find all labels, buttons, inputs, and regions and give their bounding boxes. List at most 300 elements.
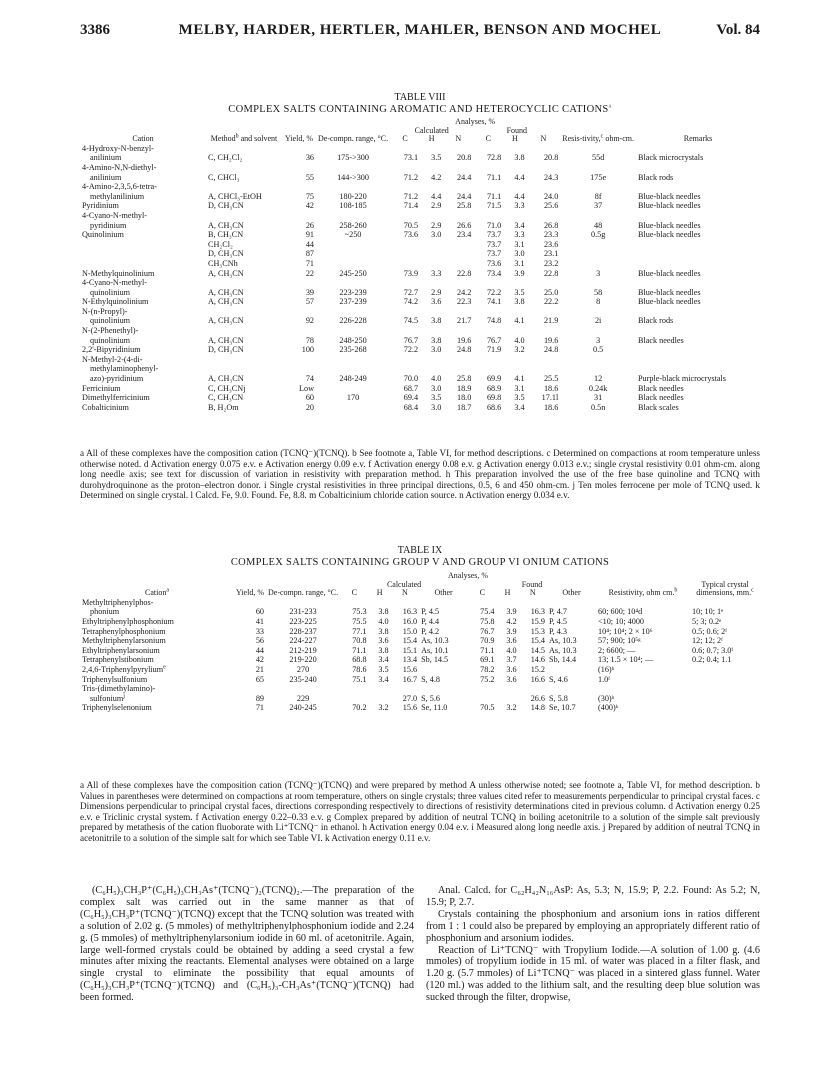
- t9-cell-res: [596, 598, 690, 608]
- t8-cell-ch: 3.5: [431, 393, 442, 403]
- t8-cell-remarks: Blue-black needles: [638, 201, 701, 211]
- t8-cell-cc: 76.7: [403, 335, 419, 345]
- t8-cell-cn: [443, 163, 473, 173]
- t8-cell-cation: methylaminophenyl-: [90, 364, 159, 374]
- t9-cell-decomp: 240-245: [289, 703, 317, 713]
- t8-cell-fh: [503, 211, 526, 221]
- t9-cell-cation: sulfonium$^j$: [90, 692, 125, 703]
- t8-col-calc-h: H: [428, 134, 435, 144]
- t8-cell-decomp: 175->300: [337, 153, 369, 163]
- t8-cell-fh: 3.8: [514, 297, 525, 307]
- t9-cell-cation: Tetraphenylstibonium: [82, 655, 154, 665]
- t8-cell-cc: 74.2: [403, 297, 419, 307]
- t8-cell-fh: [503, 307, 526, 317]
- t8-cell-fn: 26.8: [543, 220, 559, 230]
- t9-cell-dims: [690, 694, 760, 704]
- table-row: [80, 384, 760, 394]
- t8-cell-res: [560, 278, 636, 288]
- t8-cell-ch: 3.3: [431, 268, 442, 278]
- t8-cell-res: 0.24k: [588, 383, 608, 393]
- table-row: [80, 393, 760, 403]
- table9: [80, 572, 760, 713]
- t8-cell-cc: [390, 259, 420, 269]
- t8-cell-cn: 25.8: [456, 374, 472, 384]
- table-row: [80, 403, 760, 413]
- t9-col-found: Found: [521, 579, 543, 589]
- t8-cell-fh: 3.3: [514, 230, 525, 240]
- table8-title: COMPLEX SALTS CONTAINING AROMATIC AND HETEROCYCLIC CATIONS$^a$: [228, 103, 612, 115]
- t9-cell-fh: 3.2: [506, 703, 517, 713]
- t8-cell-ch: 3.0: [431, 230, 442, 240]
- t8-cell-cn: 18.7: [456, 402, 472, 412]
- table-row: [80, 627, 760, 637]
- t9-cell-fn: 15.4: [530, 636, 546, 646]
- t8-cell-method: [206, 163, 282, 173]
- t8-cell-yield: [282, 278, 316, 288]
- t8-cell-cation: N-Methyl-2-(4-di-: [82, 354, 143, 364]
- t8-cell-fh: 3.1: [514, 383, 525, 393]
- t9-cell-decomp: [266, 598, 340, 608]
- t8-cell-cation: Quinolinium: [82, 230, 124, 240]
- t8-cell-cc: [390, 240, 420, 250]
- t8-cell-ch: 3.5: [431, 153, 442, 163]
- t9-cell-decomp: 270: [296, 664, 310, 674]
- t8-cell-res: 12: [594, 374, 603, 384]
- t9-cell-co: Sb, 14.5: [421, 655, 449, 665]
- t8-cell-fh: 3.5: [514, 393, 525, 403]
- t9-cell-dims: 10; 10; 1ᵉ: [692, 607, 724, 617]
- t9-cell-ch: 3.5: [378, 664, 389, 674]
- t8-cell-method: [206, 211, 282, 221]
- t8-cell-fn: 22.8: [543, 268, 559, 278]
- t8-cell-cc: 70.5: [403, 220, 419, 230]
- t8-cell-yield: 71: [305, 258, 314, 268]
- t8-cell-fh: 3.2: [514, 345, 525, 355]
- t8-cell-cc: 71.2: [403, 191, 419, 201]
- t8-cell-yield: 44: [305, 239, 314, 249]
- t8-cell-method: [206, 355, 282, 365]
- t8-cell-ch: 2.9: [431, 287, 442, 297]
- t8-cell-fn: 23.3: [543, 230, 559, 240]
- t8-cell-cn: 26.6: [456, 220, 472, 230]
- t8-cell-cn: [443, 364, 473, 374]
- page-number: 3386: [80, 22, 110, 38]
- t8-cell-fc: [473, 355, 503, 365]
- table8-caption: [80, 92, 760, 116]
- t9-cell-yield: 65: [255, 674, 264, 684]
- t9-cell-fo: [547, 598, 596, 608]
- t9-cell-fo: P, 4.3: [549, 626, 567, 636]
- t9-cell-co: Se, 11.0: [421, 703, 448, 713]
- t8-cell-yield: [282, 307, 316, 317]
- t8-cell-cc: [390, 326, 420, 336]
- t8-cell-cn: [443, 240, 473, 250]
- t9-cell-fn: 14.5: [530, 645, 546, 655]
- t9-cell-yield: 21: [255, 664, 264, 674]
- t8-cell-fn: [527, 307, 561, 317]
- t8-cell-fh: [503, 163, 526, 173]
- t8-cell-fc: [473, 307, 503, 317]
- t9-cell-co: [419, 598, 468, 608]
- t8-cell-cn: 23.4: [456, 230, 472, 240]
- t8-cell-fn: [527, 355, 561, 365]
- t9-cell-fh: [496, 598, 518, 608]
- t8-col-found: Found: [506, 125, 528, 135]
- t8-cell-cation: N-Ethylquinolinium: [82, 297, 149, 307]
- t8-cell-cn: 19.6: [456, 335, 472, 345]
- t8-cell-fc: 72.8: [486, 153, 502, 163]
- t9-cell-co: [419, 665, 468, 675]
- t8-cell-ch: 4.4: [431, 191, 442, 201]
- t8-cell-decomp: [316, 355, 390, 365]
- t9-cell-fc: [468, 598, 496, 608]
- t9-cell-dims: [690, 703, 760, 713]
- t8-cell-cc: 72.7: [403, 287, 419, 297]
- t8-cell-cn: [443, 259, 473, 269]
- t9-col-calculated: Calculated: [386, 579, 422, 589]
- t8-cell-yield: [282, 163, 316, 173]
- t9-cell-ch: [369, 598, 391, 608]
- t8-cell-cn: [443, 211, 473, 221]
- t8-cell-cn: 24.8: [456, 345, 472, 355]
- t8-cell-cation: Dimethylferricinium: [82, 393, 150, 403]
- t8-cell-remarks: Blue-black needles: [638, 268, 701, 278]
- t8-cell-remarks: Blue-black needles: [638, 191, 701, 201]
- table8: [80, 118, 760, 412]
- t9-cell-res: 13; 1.5 × 10⁴; —: [598, 655, 654, 665]
- t8-cell-cc: 73.6: [403, 230, 419, 240]
- t8-cell-decomp: 170: [346, 393, 360, 403]
- t8-cell-decomp: 223-239: [339, 287, 367, 297]
- t8-cell-decomp: 248-250: [339, 335, 367, 345]
- t8-cell-remarks: Blue-black needles: [638, 297, 701, 307]
- t8-cell-cn: [443, 278, 473, 288]
- body-paragraph: Crystals containing the phosphonium and arsonium ions in ratios different from 1 : 1 could also be prepared by employing an appropriately different ratio of phosphonium and arsonium iodides.: [426, 908, 760, 944]
- t8-cell-fc: [473, 144, 503, 154]
- t8-cell-cc: 70.0: [403, 374, 419, 384]
- t8-cell-method: A, CH₃CN: [208, 374, 244, 384]
- t8-cell-cn: [443, 144, 473, 154]
- t8-cell-cation: 4-Amino-2,3,5,6-tetra-: [82, 182, 157, 192]
- t9-cell-cn: 27.0: [402, 693, 418, 703]
- t9-cell-ch: 3.4: [378, 655, 389, 665]
- t8-cell-fn: [527, 278, 561, 288]
- t9-cell-decomp: 223-225: [289, 616, 317, 626]
- t8-cell-res: [560, 163, 636, 173]
- t9-cell-cation: 2,4,6-Triphenylpyrylium$^e$: [82, 664, 166, 674]
- t8-cell-cn: 25.8: [456, 201, 472, 211]
- t9-cell-res: (400)ᵏ: [598, 703, 619, 713]
- t9-cell-fc: 69.1: [480, 655, 495, 665]
- t8-cell-decomp: ~250: [344, 230, 362, 240]
- t8-cell-res: [560, 240, 636, 250]
- t8-cell-remarks: [636, 355, 760, 365]
- t9-cell-fn: 16.6: [530, 674, 546, 684]
- t8-cell-fn: 24.3: [543, 172, 559, 182]
- t9-cell-ch: 3.8: [378, 607, 389, 617]
- t9-cell-res: (16)ʰ: [598, 664, 615, 674]
- t9-cell-res: 60; 600; 10⁴d: [598, 607, 643, 617]
- table-row: [80, 655, 760, 665]
- t8-cell-cation: Ferricinium: [82, 383, 121, 393]
- t8-cell-cn: 22.3: [456, 297, 472, 307]
- t8-cell-remarks: [636, 211, 760, 221]
- t8-cell-fc: 73.4: [486, 268, 502, 278]
- t8-cell-fh: 4.4: [514, 191, 525, 201]
- t8-cell-fn: [527, 144, 561, 154]
- table-row: [80, 703, 760, 713]
- t8-cell-decomp: [316, 163, 390, 173]
- t9-cell-fc: 70.5: [480, 703, 495, 713]
- t8-cell-cn: 22.8: [456, 268, 472, 278]
- t8-cell-ch: [420, 307, 443, 317]
- t8-cell-res: [560, 249, 636, 259]
- t9-cell-cation: Methyltriphenylphos-: [82, 597, 154, 607]
- t8-cell-decomp: [316, 182, 390, 192]
- t8-cell-fh: 3.5: [514, 287, 525, 297]
- t8-cell-remarks: Blue-black needles: [638, 230, 701, 240]
- t8-cell-method: A, CH₃CN: [208, 335, 244, 345]
- t9-cell-dims: 5; 3; 0.2ᵉ: [692, 616, 722, 626]
- t8-cell-yield: [282, 144, 316, 154]
- t8-cell-method: C, CH₃CNj: [208, 383, 246, 393]
- t8-cell-ch: 4.2: [431, 172, 442, 182]
- t8-cell-fh: [503, 355, 526, 365]
- t9-col-calc-other: Other: [434, 588, 453, 598]
- t9-cell-cc: 70.2: [352, 703, 367, 713]
- t9-cell-fc: 76.7: [480, 626, 495, 636]
- t8-cell-cc: 69.4: [403, 393, 419, 403]
- t8-cell-fn: [527, 364, 561, 374]
- t8-cell-cn: [443, 355, 473, 365]
- t8-cell-ch: [420, 364, 443, 374]
- t9-cell-decomp: 235-240: [289, 674, 317, 684]
- t8-cell-cn: 24.4: [456, 191, 472, 201]
- t9-cell-res: [596, 684, 690, 694]
- t9-cell-cn: 16.0: [402, 616, 418, 626]
- t8-cell-fn: 25.6: [543, 201, 559, 211]
- t8-cell-cation: methylanilinium: [90, 191, 145, 201]
- t8-cell-res: 48: [594, 220, 603, 230]
- t9-cell-fo: Sb, 14.4: [549, 655, 577, 665]
- t8-cell-decomp: [316, 326, 390, 336]
- t8-cell-method: [206, 307, 282, 317]
- t8-cell-fc: 74.1: [486, 297, 502, 307]
- t8-cell-remarks: Black rods: [638, 172, 674, 182]
- t8-cell-yield: 36: [305, 153, 314, 163]
- t9-col-analyses: Analyses, %: [448, 571, 489, 580]
- t9-cell-ch: [369, 694, 391, 704]
- t8-cell-cc: 72.2: [403, 345, 419, 355]
- volume-label: Vol. 84: [716, 22, 760, 38]
- t9-col-calc-h: H: [376, 588, 383, 598]
- t8-cell-remarks: [636, 345, 760, 355]
- t9-cell-fc: 78.2: [480, 664, 495, 674]
- t8-cell-method: A, CH₃CN: [208, 316, 244, 326]
- t8-cell-fn: 19.6: [543, 335, 559, 345]
- footnote-mark: e: [163, 664, 166, 671]
- table-row: [80, 201, 760, 211]
- t8-cell-ch: 3.8: [431, 316, 442, 326]
- t9-cell-fn: [519, 684, 547, 694]
- t8-cell-fc: 71.1: [486, 191, 502, 201]
- t8-cell-ch: [420, 163, 443, 173]
- t9-cell-yield: 44: [255, 645, 264, 655]
- table-row: [80, 598, 760, 608]
- t9-cell-decomp: 212-219: [289, 645, 317, 655]
- t9-cell-fh: 3.7: [506, 655, 517, 665]
- t8-cell-fc: [473, 278, 503, 288]
- t8-cell-fc: 73.7: [486, 239, 502, 249]
- footnote-mark: j: [123, 692, 125, 699]
- t8-cell-decomp: 144->300: [337, 172, 369, 182]
- table9-body: [80, 598, 760, 713]
- t8-cell-cn: [443, 326, 473, 336]
- t8-cell-cation: [80, 249, 206, 259]
- t9-cell-fc: 70.9: [480, 636, 495, 646]
- t9-cell-res: (30)ʰ: [598, 693, 615, 703]
- t9-cell-fh: 3.6: [506, 636, 517, 646]
- t8-col-found-h: H: [512, 134, 518, 144]
- table-row: [80, 192, 760, 202]
- body-paragraph: (C₆H₅)₃CH₃P⁺(C₆H₅)₃CH₃As⁺(TCNQ⁻)₂(TCNQ)₂.—The preparation of the complex salt was carried out in the same manner as that of (C₆H₅)₃CH₃P⁺(TCNQ⁻)(TCNQ) except that the TCNQ solution was treated with a solution of 2.02 g. (5 mmoles) of methyltriphenylphosphonium iodide and 2.24 g. (5 mmoles) of methyltriphenylarsonium iodide in 60 ml. of acetonitrile. Again, large well-formed crystals could be obtained by adding a seed crystal a few minutes after mixing the reactants. Elemental analyses were obtained on a large single crystal to eliminate the possibility that equal amounts of (C₆H₅)₃CH₃P⁺(TCNQ⁻)(TCNQ) and (C₆H₅)₃-CH₃As⁺(TCNQ⁻)(TCNQ) had been formed.: [80, 885, 414, 1004]
- t9-cell-fc: [468, 684, 496, 694]
- table9-caption: [80, 545, 760, 569]
- t8-cell-cation: Pyridinium: [82, 201, 119, 211]
- t8-cell-res: 8: [596, 297, 601, 307]
- t8-cell-cation: 2,2'-Bipyridinium: [82, 345, 141, 355]
- t8-col-analyses: Analyses, %: [455, 117, 496, 126]
- t8-cell-fh: [503, 144, 526, 154]
- t9-cell-yield: 33: [255, 626, 264, 636]
- table-row: [80, 364, 760, 374]
- t8-cell-fc: [473, 182, 503, 192]
- t9-cell-ch: 3.2: [378, 703, 389, 713]
- t8-cell-fh: 3.4: [514, 220, 525, 230]
- t8-cell-fh: [503, 364, 526, 374]
- table-row: [80, 374, 760, 384]
- t9-cell-fc: 75.4: [480, 607, 495, 617]
- t8-cell-cc: [390, 144, 420, 154]
- table8-body: [80, 144, 760, 413]
- table-row: [80, 278, 760, 288]
- t9-cell-ch: 3.6: [378, 636, 389, 646]
- t8-col-calc-n: N: [455, 134, 462, 144]
- t9-col-decomp: De-compn. range, °C.: [268, 588, 339, 598]
- t9-cell-decomp: [266, 684, 340, 694]
- t8-cell-method: D, CH₃CN: [208, 249, 244, 259]
- table8-footnotes: a All of these complexes have the composition cation (TCNQ⁻)(TCNQ). b See footnote a, Table VI, for method descriptions. c Determined on compactions at room temperature unless otherwise noted. d Activation energy 0.075 e.v. e Activation energy 0.09 e.v. f Activation energy 0.08 e.v. g Activation energy 0.013 e.v.; single crystal resistivity 0.01 ohm-cm. along long needle axis; see text for discussion of variation in resistivity with preparation method. h This preparation involved the use of the free base quinoline and TCNQ with durohydroquinone as the proton–electron donor. i Single crystal resistivities in three principal directions, 0.5, 6 and 450 ohm-cm. j Ten moles ferrocene per mole of TCNQ used. k Determined on single crystal. l Calcd. Fe, 9.0. Found. Fe, 8.8. m Cobalticinium chloride cation source. n Activation energy 0.034 e.v.: [80, 448, 760, 501]
- t8-cell-res: 0.5: [593, 345, 604, 355]
- t8-cell-cn: [443, 182, 473, 192]
- t8-cell-ch: [420, 144, 443, 154]
- t9-col-dims: Typical crystal dimensions, mm.$^c$: [696, 579, 754, 598]
- t8-cell-res: 175e: [590, 172, 607, 182]
- t8-col-remarks: Remarks: [683, 134, 713, 144]
- t8-cell-fc: 71.9: [486, 345, 502, 355]
- t8-cell-res: 8f: [594, 191, 602, 201]
- t8-cell-yield: [282, 326, 316, 336]
- t8-cell-fn: 20.8: [543, 153, 559, 163]
- t8-cell-fn: 21.9: [543, 316, 559, 326]
- t8-cell-fc: 72.2: [486, 287, 502, 297]
- t9-cell-cn: 15.1: [402, 645, 418, 655]
- t8-cell-remarks: [636, 249, 760, 259]
- t8-cell-res: 0.5g: [590, 230, 606, 240]
- t9-cell-fh: 3.6: [506, 674, 517, 684]
- t8-cell-yield: 91: [305, 230, 314, 240]
- table-row: [80, 173, 760, 183]
- t8-cell-method: [206, 182, 282, 192]
- t8-cell-fc: 68.6: [486, 402, 502, 412]
- t8-cell-fn: 23.2: [543, 258, 559, 268]
- t8-cell-cation: quinolinium: [90, 316, 131, 326]
- t9-cell-cn: 15.6: [402, 664, 418, 674]
- t8-cell-decomp: 237-239: [339, 297, 367, 307]
- t8-cell-res: [560, 355, 636, 365]
- t8-cell-ch: 2.9: [431, 201, 442, 211]
- t9-cell-fo: P, 4.7: [549, 607, 567, 617]
- body-column-right: [426, 885, 760, 1004]
- t9-cell-fo: S, 4.6: [549, 674, 568, 684]
- table-row: [80, 617, 760, 627]
- t8-cell-res: 2i: [594, 316, 602, 326]
- t8-cell-cn: 18.9: [456, 383, 472, 393]
- t9-cell-cn: 16.3: [402, 607, 418, 617]
- table-row: [80, 646, 760, 656]
- t8-cell-fh: 3.0: [514, 249, 525, 259]
- table-row: [80, 221, 760, 231]
- t8-cell-yield: [282, 182, 316, 192]
- t8-cell-fn: [527, 326, 561, 336]
- t8-cell-cation: 4-Hydroxy-N-benzyl-: [82, 143, 154, 153]
- t9-cell-fo: P, 4.5: [549, 616, 567, 626]
- t8-cell-decomp: [316, 259, 390, 269]
- t8-cell-res: 37: [594, 201, 603, 211]
- t9-cell-cn: [391, 598, 419, 608]
- t8-cell-method: D, CH₃CN: [208, 201, 244, 211]
- table-row: [80, 288, 760, 298]
- t9-cell-yield: 60: [255, 607, 264, 617]
- t9-col-found-c: C: [479, 588, 485, 598]
- t8-cell-decomp: 108-185: [339, 201, 367, 211]
- t8-cell-fc: 68.9: [486, 383, 502, 393]
- t8-cell-yield: 78: [305, 335, 314, 345]
- t9-cell-res: 10⁴; 10⁴; 2 × 10⁶: [598, 626, 653, 636]
- t8-cell-yield: 39: [305, 287, 314, 297]
- t9-cell-cc: 71.1: [352, 645, 367, 655]
- t9-cell-fn: 14.8: [530, 703, 546, 713]
- table-row: [80, 259, 760, 269]
- t8-cell-cc: 73.1: [403, 153, 419, 163]
- t8-cell-yield: 26: [305, 220, 314, 230]
- t8-cell-res: 0.5n: [590, 402, 606, 412]
- t8-cell-decomp: 245-250: [339, 268, 367, 278]
- t9-cell-fh: 4.0: [506, 645, 517, 655]
- running-title: MELBY, HARDER, HERTLER, MAHLER, BENSON AND MOCHEL: [178, 22, 662, 38]
- t8-cell-decomp: [316, 403, 390, 413]
- t9-cell-fn: 16.3: [530, 607, 546, 617]
- t8-cell-ch: [420, 182, 443, 192]
- t9-cell-yield: 56: [255, 636, 264, 646]
- t8-cell-fh: 4.4: [514, 172, 525, 182]
- t8-cell-remarks: [636, 326, 760, 336]
- t8-cell-method: CH₂Cl₂: [208, 239, 233, 249]
- t9-cell-yield: [234, 598, 266, 608]
- t8-cell-method: A, CH₃CN: [208, 287, 244, 297]
- t9-cell-co: As, 10.1: [421, 645, 449, 655]
- t8-cell-remarks: Black needles: [638, 393, 684, 403]
